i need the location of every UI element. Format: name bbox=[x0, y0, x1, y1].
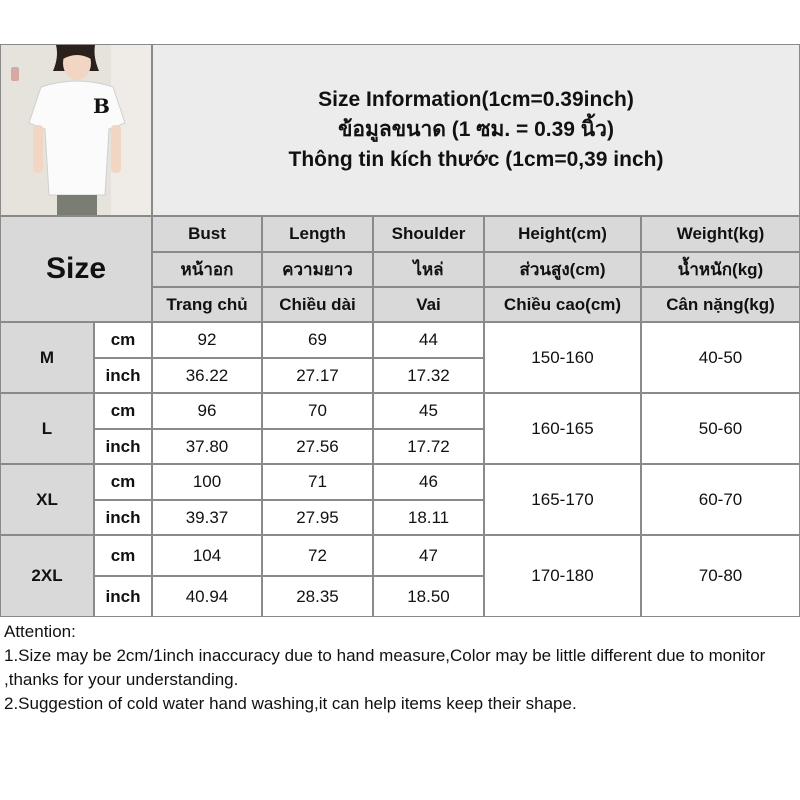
title-english: Size Information(1cm=0.39inch) bbox=[318, 88, 634, 111]
unit-inch-label: inch bbox=[94, 429, 152, 464]
inch-value: 28.35 bbox=[262, 576, 373, 617]
cm-value: 69 bbox=[262, 322, 373, 358]
unit-cm-label: cm bbox=[94, 393, 152, 429]
header-3-vi: Chiều cao(cm) bbox=[484, 287, 641, 322]
cm-value: 71 bbox=[262, 464, 373, 500]
inch-value: 17.72 bbox=[373, 429, 484, 464]
header-0-th: หน้าอก bbox=[152, 252, 262, 287]
header-3-th: ส่วนสูง(cm) bbox=[484, 252, 641, 287]
unit-cm-label: cm bbox=[94, 464, 152, 500]
cm-value: 44 bbox=[373, 322, 484, 358]
header-2-en: Shoulder bbox=[373, 216, 484, 252]
inch-value: 27.17 bbox=[262, 358, 373, 393]
cm-value: 104 bbox=[152, 535, 262, 576]
cm-value: 72 bbox=[262, 535, 373, 576]
cm-value: 45 bbox=[373, 393, 484, 429]
header-3-en: Height(cm) bbox=[484, 216, 641, 252]
shirt-letter: B bbox=[93, 94, 110, 118]
product-photo bbox=[0, 44, 152, 216]
inch-value: 27.56 bbox=[262, 429, 373, 464]
header-1-en: Length bbox=[262, 216, 373, 252]
cm-value: 96 bbox=[152, 393, 262, 429]
height-range: 165-170 bbox=[484, 464, 641, 535]
weight-range: 60-70 bbox=[641, 464, 800, 535]
weight-range: 70-80 bbox=[641, 535, 800, 617]
cm-value: 46 bbox=[373, 464, 484, 500]
header-4-th: น้ำหนัก(kg) bbox=[641, 252, 800, 287]
title-block bbox=[152, 44, 800, 216]
inch-value: 17.32 bbox=[373, 358, 484, 393]
inch-value: 40.94 bbox=[152, 576, 262, 617]
unit-cm-label: cm bbox=[94, 535, 152, 576]
size-label: L bbox=[0, 393, 94, 464]
note-line-2: 2.Suggestion of cold water hand washing,it can help items keep their shape. bbox=[4, 694, 577, 713]
size-label: M bbox=[0, 322, 94, 393]
unit-cm-label: cm bbox=[94, 322, 152, 358]
title-vietnamese: Thông tin kích thước (1cm=0,39 inch) bbox=[288, 148, 664, 171]
header-4-en: Weight(kg) bbox=[641, 216, 800, 252]
inch-value: 18.11 bbox=[373, 500, 484, 535]
inch-value: 27.95 bbox=[262, 500, 373, 535]
unit-inch-label: inch bbox=[94, 500, 152, 535]
header-0-en: Bust bbox=[152, 216, 262, 252]
header-2-vi: Vai bbox=[373, 287, 484, 322]
product-photo-illustration bbox=[1, 45, 151, 215]
weight-range: 50-60 bbox=[641, 393, 800, 464]
notes-heading: Attention: bbox=[4, 622, 76, 641]
unit-inch-label: inch bbox=[94, 576, 152, 617]
inch-value: 18.50 bbox=[373, 576, 484, 617]
header-2-th: ไหล่ bbox=[373, 252, 484, 287]
unit-inch-label: inch bbox=[94, 358, 152, 393]
size-label: XL bbox=[0, 464, 94, 535]
cm-value: 100 bbox=[152, 464, 262, 500]
header-0-vi: Trang chủ bbox=[152, 287, 262, 322]
header-4-vi: Cân nặng(kg) bbox=[641, 287, 800, 322]
cm-value: 92 bbox=[152, 322, 262, 358]
inch-value: 37.80 bbox=[152, 429, 262, 464]
cm-value: 70 bbox=[262, 393, 373, 429]
title-thai: ข้อมูลขนาด (1 ซม. = 0.39 นิ้ว) bbox=[338, 118, 614, 141]
cm-value: 47 bbox=[373, 535, 484, 576]
attention-notes bbox=[4, 620, 796, 716]
height-range: 170-180 bbox=[484, 535, 641, 617]
header-1-vi: Chiều dài bbox=[262, 287, 373, 322]
weight-range: 40-50 bbox=[641, 322, 800, 393]
height-range: 160-165 bbox=[484, 393, 641, 464]
size-header: Size bbox=[0, 216, 152, 322]
inch-value: 39.37 bbox=[152, 500, 262, 535]
inch-value: 36.22 bbox=[152, 358, 262, 393]
header-1-th: ความยาว bbox=[262, 252, 373, 287]
note-line-1: 1.Size may be 2cm/1inch inaccuracy due to hand measure,Color may be little different due to monitor ,thanks for your understanding. bbox=[4, 646, 766, 689]
size-label: 2XL bbox=[0, 535, 94, 617]
height-range: 150-160 bbox=[484, 322, 641, 393]
